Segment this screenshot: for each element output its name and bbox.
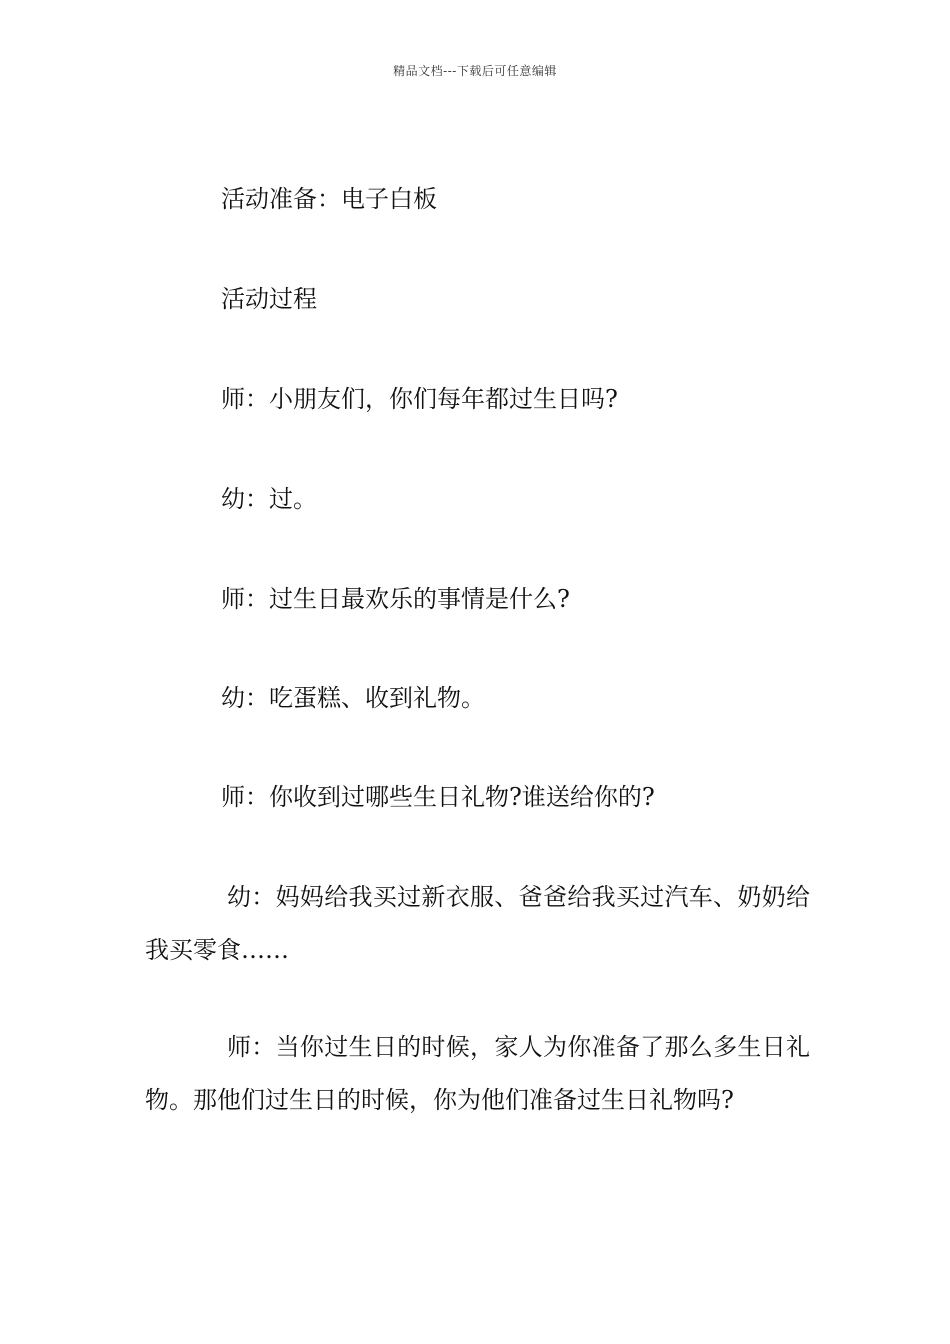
paragraph-teacher-question-4: 师：当你过生日的时候，家人为你准备了那么多生日礼物。那他们过生日的时候，你为他们准备过生日礼物吗?	[145, 1033, 810, 1114]
paragraph-child-answer-3: 幼：妈妈给我买过新衣服、爸爸给我买过汽车、奶奶给我买零食……	[145, 883, 810, 964]
line-teacher-question-2: 师：过生日最欢乐的事情是什么?	[221, 585, 570, 613]
line-activity-process: 活动过程	[221, 285, 317, 313]
line-teacher-question-1: 师：小朋友们，你们每年都过生日吗?	[221, 385, 618, 413]
line-teacher-question-3: 师：你收到过哪些生日礼物?谁送给你的?	[221, 783, 655, 811]
page-header: 精品文档---下载后可任意编辑	[393, 64, 557, 78]
line-child-answer-1: 幼：过。	[221, 485, 317, 513]
line-child-answer-2: 幼：吃蛋糕、收到礼物。	[221, 684, 485, 712]
line-activity-prep: 活动准备：电子白板	[221, 185, 437, 213]
